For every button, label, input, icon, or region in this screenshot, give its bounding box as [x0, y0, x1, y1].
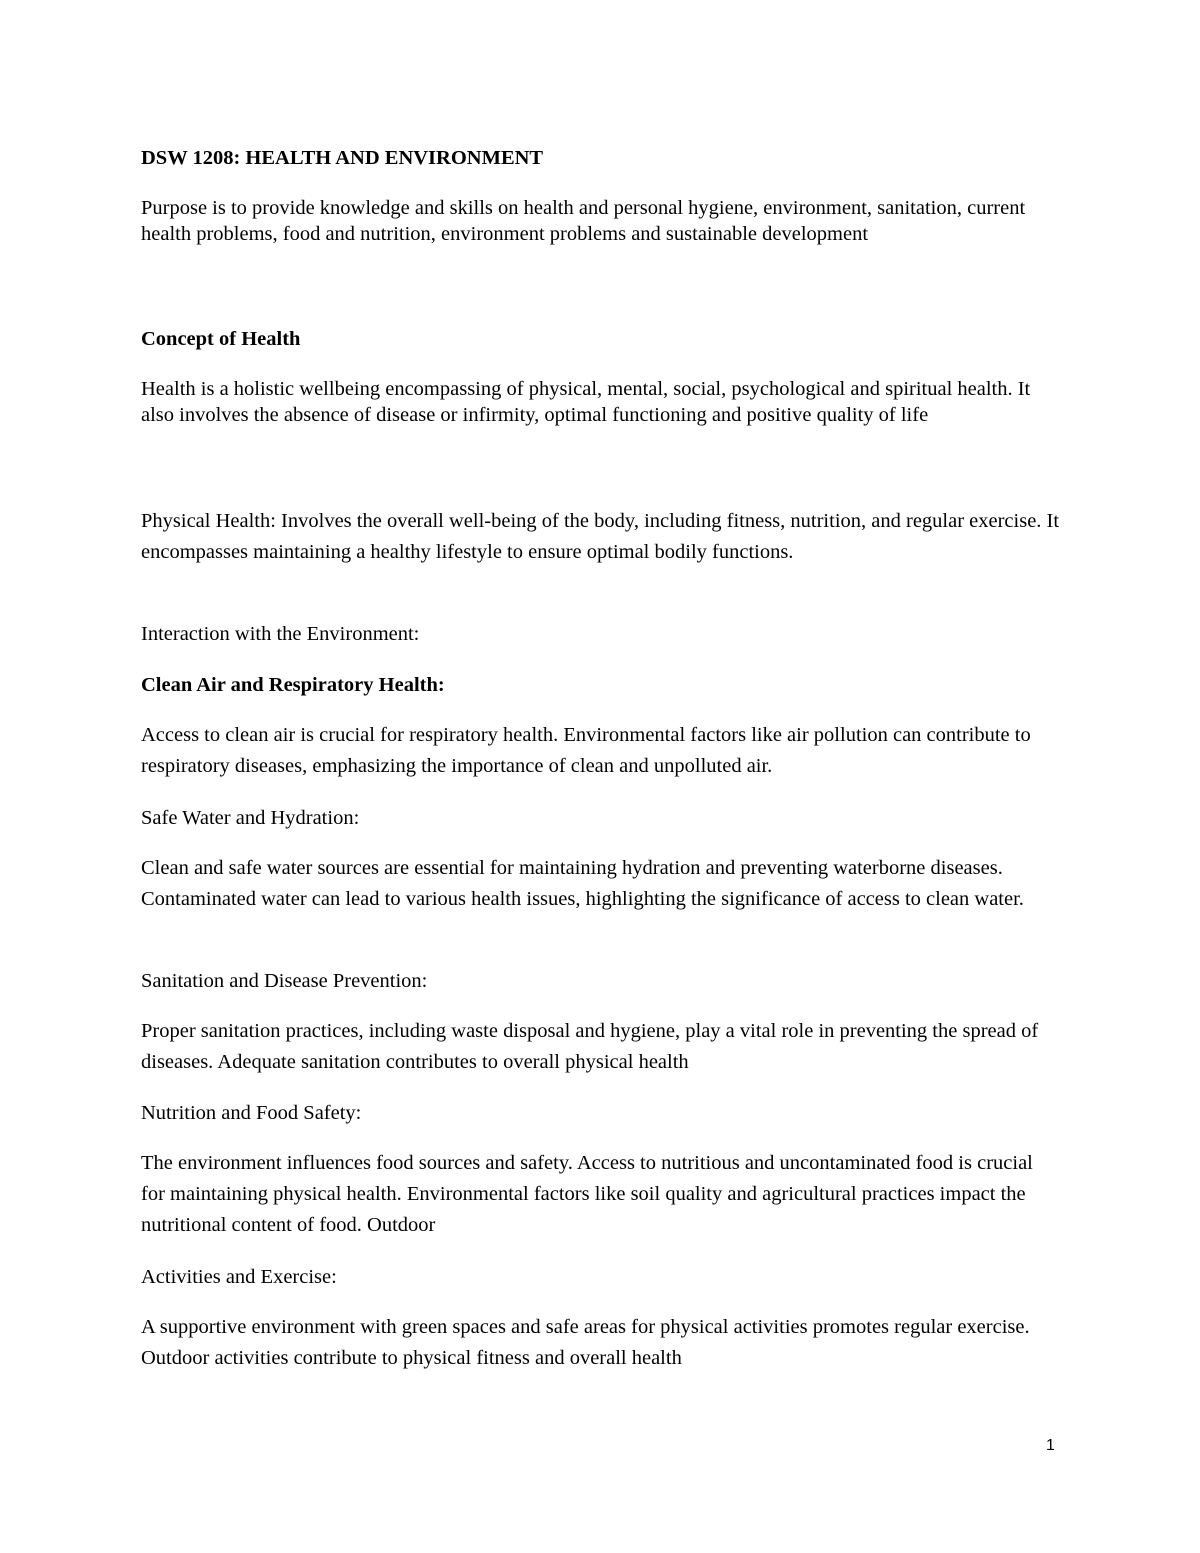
activities-label: Activities and Exercise:: [141, 1266, 337, 1288]
clean-air-paragraph: Access to clean air is crucial for respiratory health. Environmental factors like air pollution can contribute to respiratory diseases, emphasizing the importance of clean and unpolluted air.: [141, 724, 1031, 777]
water-label: Safe Water and Hydration:: [141, 807, 360, 829]
water-paragraph: Clean and safe water sources are essential for maintaining hydration and preventing waterborne diseases. Contaminated water can lead to various health issues, highlighting the significance of access to clean water.: [141, 857, 1024, 910]
interaction-label: Interaction with the Environment:: [141, 623, 420, 645]
purpose-paragraph: Purpose is to provide knowledge and skills on health and personal hygiene, environment, sanitation, current health problems, food and nutrition, environment problems and sustainable development: [141, 197, 1026, 245]
sanitation-label: Sanitation and Disease Prevention:: [141, 970, 428, 992]
physical-health-paragraph: Physical Health: Involves the overall well-being of the body, including fitness, nutrition, and regular exercise. It encompasses maintaining a healthy lifestyle to ensure optimal bodily functions.: [141, 510, 1060, 563]
nutrition-paragraph: The environment influences food sources and safety. Access to nutritious and uncontaminated food is crucial for maintaining physical health. Environmental factors like soil quality and agricultural practices impact the nutritional content of food. Outdoor: [141, 1152, 1033, 1236]
concept-paragraph: Health is a holistic wellbeing encompassing of physical, mental, social, psychological and spiritual health. It also involves the absence of disease or infirmity, optimal functioning and positive quality of life: [141, 378, 1031, 426]
activities-paragraph: A supportive environment with green spaces and safe areas for physical activities promotes regular exercise. Outdoor activities contribute to physical fitness and overall health: [141, 1316, 1030, 1369]
document-title: DSW 1208: HEALTH AND ENVIRONMENT: [141, 147, 544, 169]
clean-air-heading: Clean Air and Respiratory Health:: [141, 674, 445, 696]
sanitation-paragraph: Proper sanitation practices, including waste disposal and hygiene, play a vital role in preventing the spread of diseases. Adequate sanitation contributes to overall physical health: [141, 1020, 1039, 1073]
concept-heading: Concept of Health: [141, 328, 301, 350]
page-number: 1: [1046, 1437, 1055, 1454]
nutrition-label: Nutrition and Food Safety:: [141, 1102, 362, 1124]
